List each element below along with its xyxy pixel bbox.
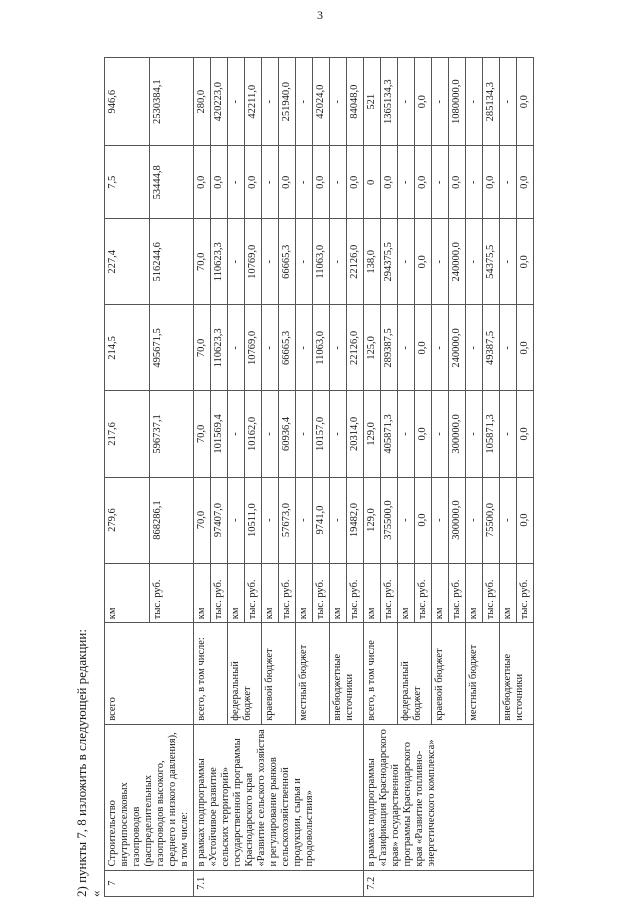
unit-rub: тыс. руб. [517, 563, 534, 623]
value-km: - [466, 477, 483, 563]
value-km: 217,6 [105, 391, 150, 477]
value-rub: 0,0 [279, 146, 296, 219]
value-km: - [228, 146, 245, 219]
unit-km: км [432, 563, 449, 623]
value-rub: 405871,3 [381, 391, 398, 477]
value-rub: 0,0 [415, 146, 432, 219]
value-km: - [262, 58, 279, 146]
value-km: - [296, 305, 313, 391]
value-rub: 868286,1 [149, 477, 194, 563]
value-km: - [296, 391, 313, 477]
value-rub: 300000,0 [449, 391, 466, 477]
row-number: 7.2 [364, 870, 534, 896]
value-km: - [398, 219, 415, 305]
value-rub: 0,0 [415, 391, 432, 477]
value-rub: 110623,3 [211, 219, 228, 305]
value-km: - [330, 391, 347, 477]
value-km: - [296, 477, 313, 563]
program-table [104, 57, 534, 897]
value-rub: 66665,3 [279, 219, 296, 305]
value-rub: 1080000,0 [449, 58, 466, 146]
value-km: - [500, 391, 517, 477]
value-rub: 49387,5 [483, 305, 500, 391]
value-rub: 0,0 [245, 146, 262, 219]
value-rub: 10511,0 [245, 477, 262, 563]
value-rub: 0,0 [517, 58, 534, 146]
unit-km: км [500, 563, 517, 623]
unit-km: км [398, 563, 415, 623]
value-rub: 0,0 [381, 146, 398, 219]
value-km: - [330, 305, 347, 391]
value-rub: 0,0 [517, 219, 534, 305]
value-km: 521 [364, 58, 381, 146]
value-rub: 516244,6 [149, 219, 194, 305]
value-km: - [500, 58, 517, 146]
unit-rub: тыс. руб. [483, 563, 500, 623]
value-km: - [466, 219, 483, 305]
funding-source: всего, в том числе [364, 623, 398, 725]
value-km: 214,5 [105, 305, 150, 391]
value-km: - [330, 219, 347, 305]
value-km: - [432, 58, 449, 146]
value-rub: 60936,4 [279, 391, 296, 477]
value-km: - [432, 477, 449, 563]
open-quote: « [88, 890, 103, 897]
value-rub: 22126,0 [347, 305, 364, 391]
table-row [364, 58, 381, 897]
rotated-table-frame [74, 45, 599, 897]
value-rub: 42024,0 [313, 58, 330, 146]
rotated-content [74, 45, 599, 897]
table-row [194, 58, 211, 897]
value-km: - [432, 391, 449, 477]
unit-rub: тыс. руб. [313, 563, 330, 623]
value-rub: 84048,0 [347, 58, 364, 146]
value-rub: 75500,0 [483, 477, 500, 563]
value-km: - [228, 58, 245, 146]
value-km: - [330, 146, 347, 219]
unit-km: км [194, 563, 211, 623]
value-rub: 2530384,1 [149, 58, 194, 146]
value-rub: 53444,8 [149, 146, 194, 219]
unit-rub: тыс. руб. [347, 563, 364, 623]
value-km: - [432, 219, 449, 305]
value-km: - [500, 146, 517, 219]
value-km: - [500, 305, 517, 391]
value-rub: 596737,1 [149, 391, 194, 477]
intro-text: 2) пункты 7, 8 изложить в следующей редакции: [74, 629, 89, 897]
value-km: 70,0 [194, 305, 211, 391]
unit-km: км [330, 563, 347, 623]
value-km: - [228, 477, 245, 563]
value-km: 7,5 [105, 146, 150, 219]
value-rub: 0,0 [415, 58, 432, 146]
unit-km: км [105, 563, 150, 623]
value-km: - [296, 219, 313, 305]
funding-source: внебюджетные источники [500, 623, 534, 725]
value-rub: 251940,0 [279, 58, 296, 146]
value-rub: 10769,0 [245, 219, 262, 305]
unit-km: км [228, 563, 245, 623]
value-rub: 11063,0 [313, 305, 330, 391]
value-rub: 0,0 [517, 477, 534, 563]
funding-source: федеральный бюджет [398, 623, 432, 725]
unit-rub: тыс. руб. [149, 563, 194, 623]
value-km: 138,0 [364, 219, 381, 305]
value-km: 129,0 [364, 477, 381, 563]
value-rub: 0,0 [415, 305, 432, 391]
value-rub: 375500,0 [381, 477, 398, 563]
value-rub: 10162,0 [245, 391, 262, 477]
value-km: 280,0 [194, 58, 211, 146]
value-rub: 289387,5 [381, 305, 398, 391]
unit-km: км [262, 563, 279, 623]
unit-rub: тыс. руб. [381, 563, 398, 623]
value-km: 70,0 [194, 391, 211, 477]
funding-source: всего [105, 623, 194, 725]
table-row [105, 58, 150, 897]
value-rub: 10769,0 [245, 305, 262, 391]
value-km: - [262, 305, 279, 391]
value-rub: 1365134,3 [381, 58, 398, 146]
funding-source: внебюджетные источники [330, 623, 364, 725]
row-title: в рамках подпрограммы «Устойчивое развитие сельских территорий» государственной программы Краснодарского края «Развитие сельского хозяйства и регулирование рынков сельскохозяйственной продукции, сырья и продовольствия» [194, 724, 364, 870]
value-km: 70,0 [194, 477, 211, 563]
value-km: 0,0 [194, 146, 211, 219]
value-km: 279,6 [105, 477, 150, 563]
funding-source: местный бюджет [296, 623, 330, 725]
value-rub: 0,0 [517, 305, 534, 391]
unit-rub: тыс. руб. [211, 563, 228, 623]
value-rub: 240000,0 [449, 305, 466, 391]
value-km: - [466, 391, 483, 477]
funding-source: местный бюджет [466, 623, 500, 725]
unit-km: км [296, 563, 313, 623]
value-rub: 54375,5 [483, 219, 500, 305]
value-rub: 300000,0 [449, 477, 466, 563]
value-rub: 420223,0 [211, 58, 228, 146]
value-km: - [500, 477, 517, 563]
value-rub: 57673,0 [279, 477, 296, 563]
value-km: - [228, 219, 245, 305]
value-rub: 101569,4 [211, 391, 228, 477]
value-km: 125,0 [364, 305, 381, 391]
value-km: - [262, 391, 279, 477]
value-km: - [398, 58, 415, 146]
value-rub: 42211,0 [245, 58, 262, 146]
unit-rub: тыс. руб. [279, 563, 296, 623]
value-km: - [330, 58, 347, 146]
value-km: 129,0 [364, 391, 381, 477]
value-rub: 0,0 [517, 146, 534, 219]
value-km: - [228, 391, 245, 477]
value-km: - [262, 146, 279, 219]
value-rub: 110623,3 [211, 305, 228, 391]
value-km: - [262, 477, 279, 563]
unit-rub: тыс. руб. [449, 563, 466, 623]
value-rub: 0,0 [347, 146, 364, 219]
value-rub: 97407,0 [211, 477, 228, 563]
value-km: - [262, 219, 279, 305]
unit-rub: тыс. руб. [415, 563, 432, 623]
value-rub: 22126,0 [347, 219, 364, 305]
value-rub: 0,0 [449, 146, 466, 219]
value-rub: 19482,0 [347, 477, 364, 563]
row-number: 7.1 [194, 870, 364, 896]
value-rub: 10157,0 [313, 391, 330, 477]
value-rub: 240000,0 [449, 219, 466, 305]
value-rub: 20314,0 [347, 391, 364, 477]
value-rub: 0,0 [415, 477, 432, 563]
value-km: 0 [364, 146, 381, 219]
value-rub: 0,0 [483, 146, 500, 219]
value-rub: 294375,5 [381, 219, 398, 305]
value-km: - [398, 477, 415, 563]
unit-rub: тыс. руб. [245, 563, 262, 623]
funding-source: всего, в том числе: [194, 623, 228, 725]
value-km: 227,4 [105, 219, 150, 305]
value-rub: 0,0 [211, 146, 228, 219]
value-rub: 9741,0 [313, 477, 330, 563]
page-number: 3 [317, 8, 323, 22]
value-km: - [466, 58, 483, 146]
value-km: 946,6 [105, 58, 150, 146]
value-km: - [398, 391, 415, 477]
row-number: 7 [105, 870, 194, 896]
unit-km: км [364, 563, 381, 623]
value-km: - [398, 305, 415, 391]
value-rub: 495671,5 [149, 305, 194, 391]
value-km: - [398, 146, 415, 219]
value-km: - [466, 146, 483, 219]
funding-source: федеральный бюджет [228, 623, 262, 725]
value-km: 70,0 [194, 219, 211, 305]
value-km: - [330, 477, 347, 563]
value-km: - [296, 58, 313, 146]
unit-km: км [466, 563, 483, 623]
value-km: - [500, 219, 517, 305]
value-km: - [432, 146, 449, 219]
value-km: - [228, 305, 245, 391]
value-rub: 0,0 [313, 146, 330, 219]
value-rub: 285134,3 [483, 58, 500, 146]
value-km: - [466, 305, 483, 391]
value-rub: 11063,0 [313, 219, 330, 305]
value-rub: 0,0 [415, 219, 432, 305]
value-rub: 0,0 [517, 391, 534, 477]
value-rub: 105871,3 [483, 391, 500, 477]
row-title: Строительство внутрипоселковых газопроводов (распределительных газопроводов высокого, среднего и низкого давления), в том числе: [105, 724, 194, 870]
value-km: - [432, 305, 449, 391]
value-rub: 66665,3 [279, 305, 296, 391]
value-km: - [296, 146, 313, 219]
row-title: в рамках подпрограммы «Газификация Краснодарского края» государственной программы Краснодарского края «Развитие топливно-энергетического комплекса» [364, 724, 534, 870]
funding-source: краевой бюджет [432, 623, 466, 725]
funding-source: краевой бюджет [262, 623, 296, 725]
